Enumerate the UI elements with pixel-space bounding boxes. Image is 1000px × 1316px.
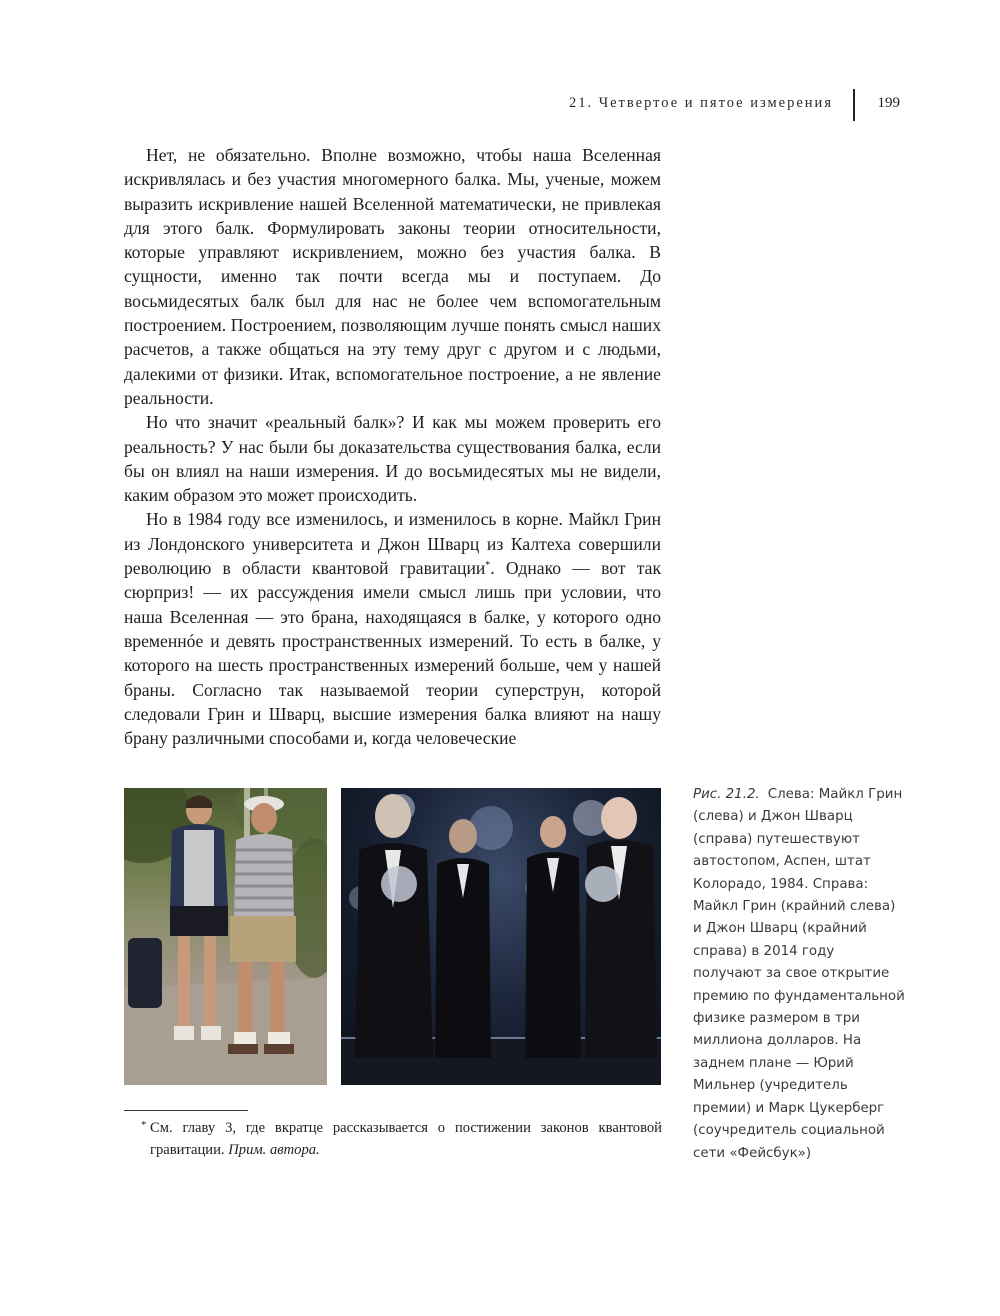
footnote [141, 1118, 662, 1161]
paragraph-3-part-1: Но в 1984 году все изменилось, и изменилось в корне. Майкл Грин из Лондонского университета и Джон Шварц из Калтеха совершили революцию в области квантовой гравитации [124, 509, 661, 579]
footnote-divider [124, 1110, 248, 1111]
photo-hikers-1984 [124, 788, 327, 1085]
footnote-reference[interactable]: * [485, 560, 491, 572]
figure-caption [693, 784, 905, 1165]
main-text [124, 143, 661, 750]
footnote-author-note: Прим. автора. [228, 1141, 320, 1158]
paragraph-1: Нет, не обязательно. Вполне возможно, чтобы наша Вселенная искривлялась и без участия многомерного балка. Мы, ученые, можем выразить искривление нашей Вселенной математически, не привлекая для этого балк. Формулировать законы теории относительности, которые управляют искривлением, можно без участия балка. В сущности, именно так почти всегда мы и поступаем. До восьмидесятых балк был для нас не более чем вспомогательным построением. Построением, позволяющим лучше понять смысл наших расчетов, а также общаться на эту тему друг с другом и с людьми, далекими от физики. Итак, вспомогательное построение, а не явление реальности. [124, 145, 661, 408]
running-header [480, 93, 900, 123]
figure-label: Рис. 21.2. [693, 787, 760, 802]
running-title: 21. Четвертое и пятое измерения [568, 95, 833, 111]
paragraph-3-part-2: . Однако — вот так сюрприз! — их рассуждения имели смысл лишь при условии, что наша Вселенная — это брана, находящаяся в балке, у которого одно временнóе и девять пространственных измерений. То есть в балке, у которого на шесть пространственных измерений больше, чем у нашей браны. Согласно так называемой теории суперструн, которой следовали Грин и Шварц, высшие измерения балка влияют на нашу брану различными способами и, когда человеческие [124, 558, 661, 749]
footnote-marker: * [141, 1119, 147, 1131]
paragraph-2: Но что значит «реальный балк»? И как мы можем проверить его реальность? У нас были бы доказательства существования балка, если бы он влиял на наши измерения. И до восьмидесятых мы не видели, каким образом это может происходить. [124, 412, 661, 506]
footnote-text: См. главу 3, где вкратце рассказывается о постижении законов квантовой гравитации. [150, 1120, 662, 1158]
paragraph-3 [124, 507, 661, 750]
page-number: 199 [877, 95, 900, 111]
header-divider [853, 89, 855, 121]
photo-award-ceremony-2014 [341, 788, 661, 1085]
figure-caption-text: Слева: Майкл Грин (слева) и Джон Шварц (справа) путешествуют автостопом, Аспен, штат Колорадо, 1984. Справа: Майкл Грин (крайний слева) и Джон Шварц (крайний справа) в 2014 году получают за свое открытие премию по фундаментальной физике размером в три миллиона долларов. На заднем плане — Юрий Мильнер (учредитель премии) и Марк Цукерберг (соучредитель социальной сети «Фейсбук») [693, 787, 905, 1161]
